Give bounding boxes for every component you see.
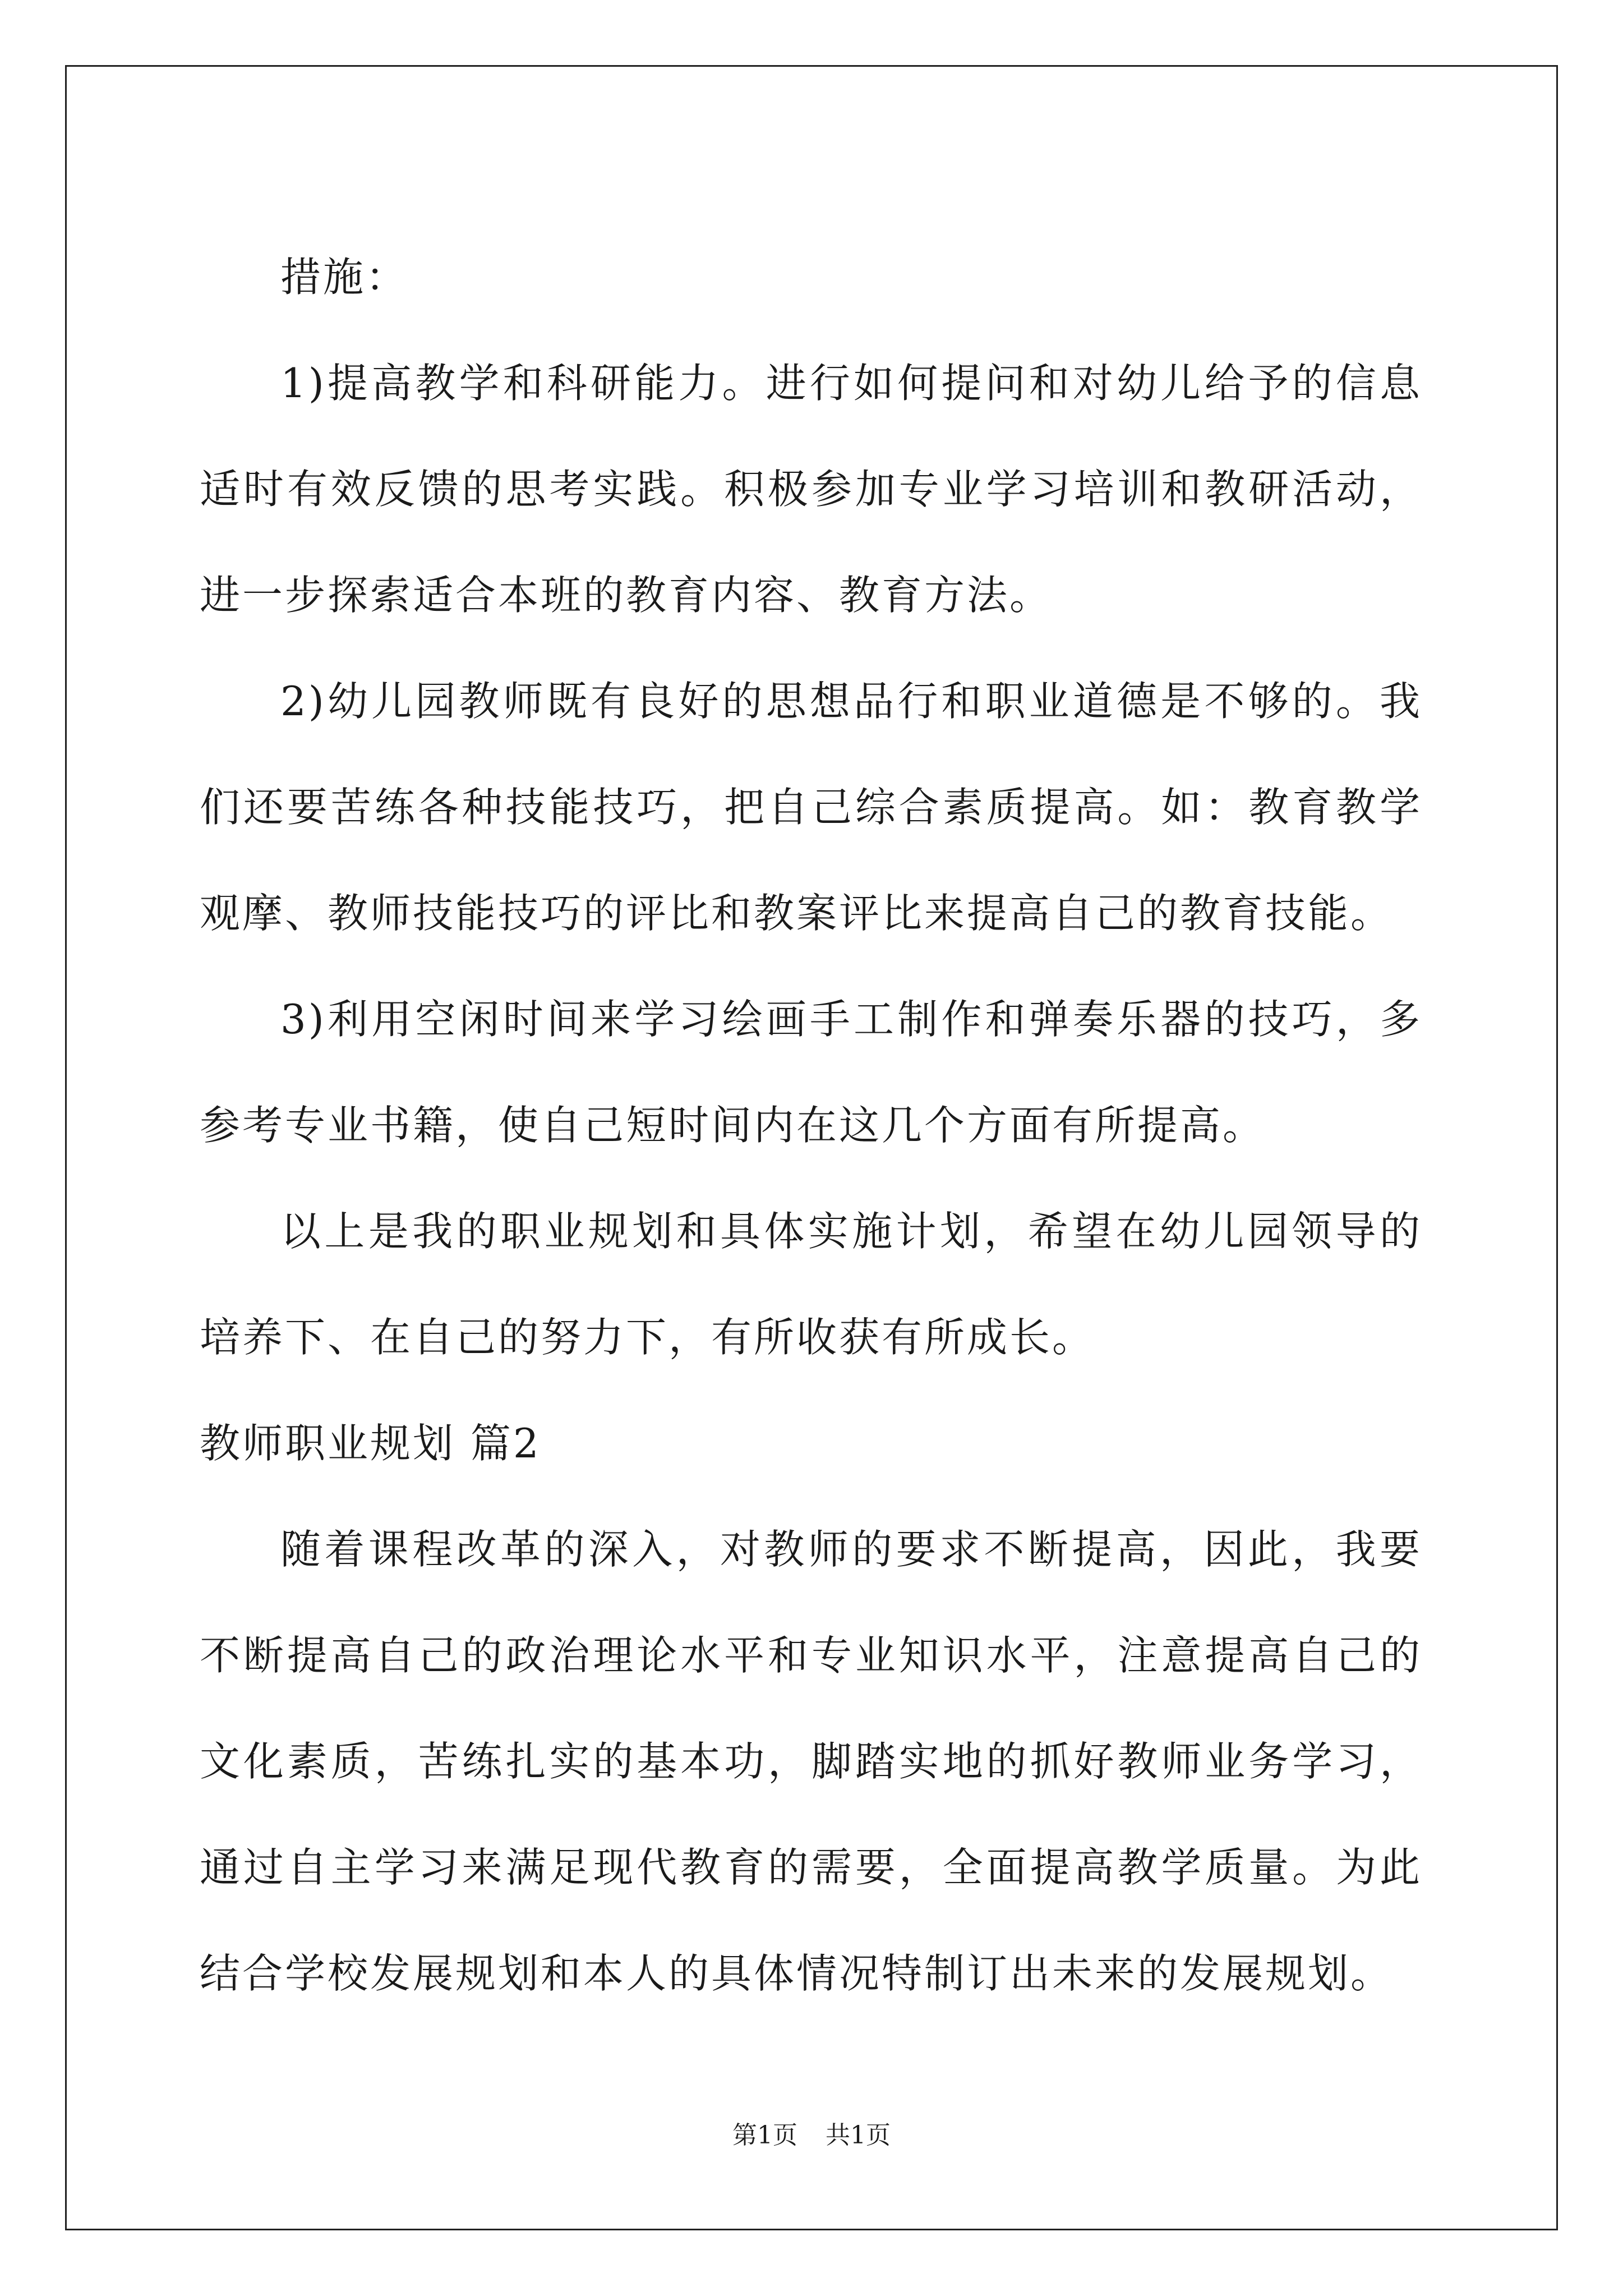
paragraph-1: 1)提高教学和科研能力。进行如何提问和对幼儿给予的信息适时有效反馈的思考实践。积极参加专业学习培训和教研活动，进一步探索适合本班的教育内容、教育方法。 <box>200 360 1422 619</box>
page-footer <box>0 2115 1623 2151</box>
page-number: 第1页 <box>732 2121 797 2150</box>
paragraph-measures: 措施： <box>280 254 409 301</box>
paragraph-2: 2)幼儿园教师既有良好的思想品行和职业道德是不够的。我们还要苦练各种技能技巧，把自己综合素质提高。如：教育教学观摩、教师技能技巧的评比和教案评比来提高自己的教育技能。 <box>200 678 1422 937</box>
page-total: 共1页 <box>826 2121 891 2150</box>
paragraph-3: 3)利用空闲时间来学习绘画手工制作和弹奏乐器的技巧，多参考专业书籍，使自己短时间内在这几个方面有所提高。 <box>200 996 1422 1149</box>
paragraph-summary: 以上是我的职业规划和具体实施计划，希望在幼儿园领导的培养下、在自己的努力下，有所收获有所成长。 <box>200 1208 1422 1361</box>
document-body <box>200 224 1422 2027</box>
section-paragraph: 随着课程改革的深入，对教师的要求不断提高，因此，我要不断提高自己的政治理论水平和专业知识水平，注意提高自己的文化素质，苦练扎实的基本功，脚踏实地的抓好教师业务学习，通过自主学习来满足现代教育的需要，全面提高教学质量。为此结合学校发展规划和本人的具体情况特制订出未来的发展规划。 <box>200 1526 1422 1997</box>
section-heading: 教师职业规划 篇2 <box>200 1420 541 1467</box>
